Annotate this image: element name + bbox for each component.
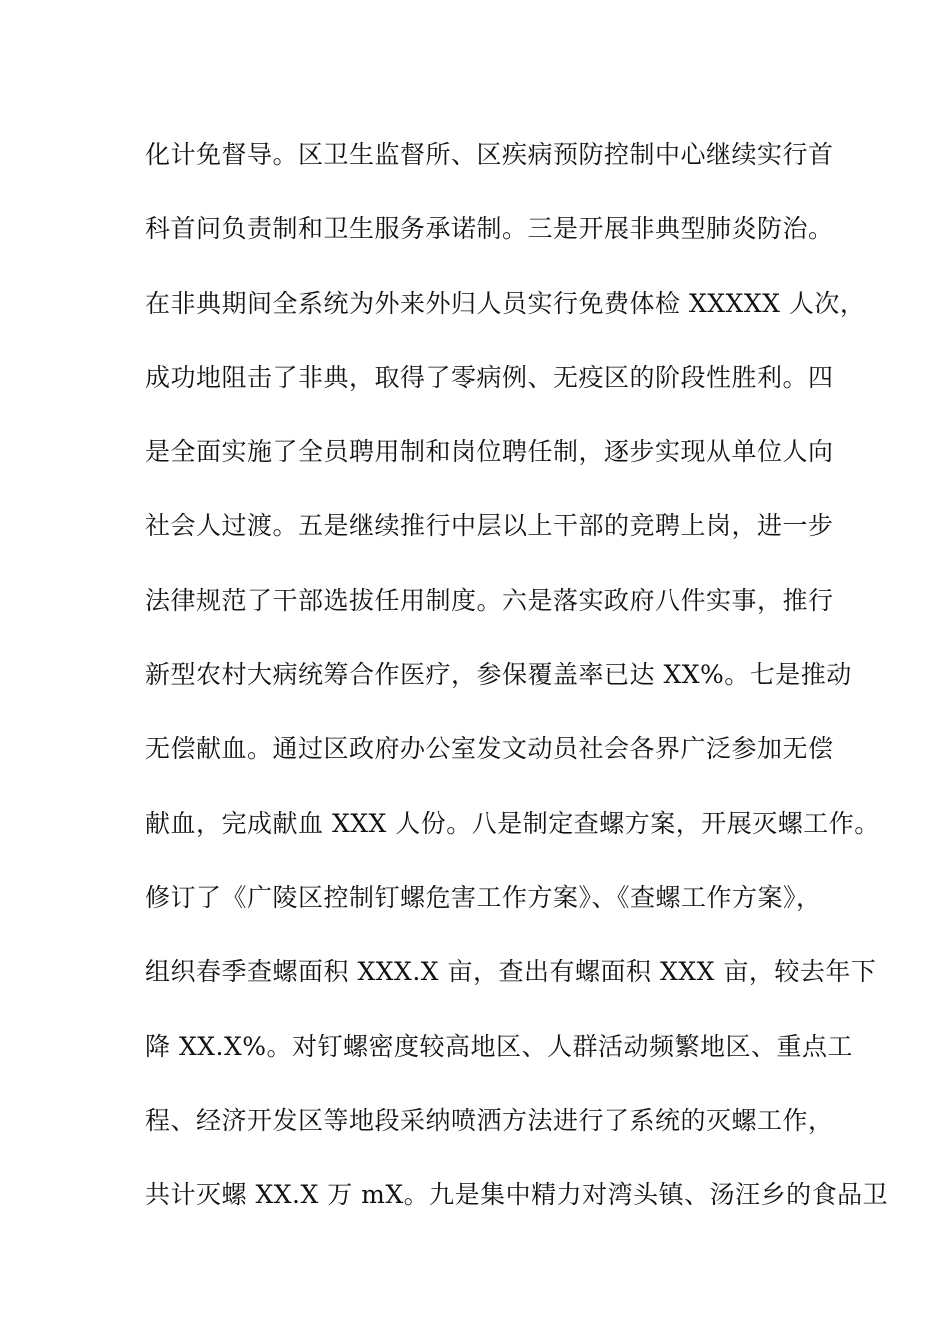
text-line: 修订了《广陵区控制钉螺危害工作方案》、《查螺工作方案》， bbox=[145, 882, 822, 912]
text-line: 社会人过渡。五是继续推行中层以上干部的竞聘上岗，进一步 bbox=[145, 511, 834, 541]
text-line: 程、经济开发区等地段采纳喷洒方法进行了系统的灭螺工作， bbox=[145, 1105, 834, 1135]
text-line: 成功地阻击了非典，取得了零病例、无疫区的阶段性胜利。四 bbox=[145, 362, 834, 392]
text-line: 科首问负责制和卫生服务承诺制。三是开展非典型肺炎防治。 bbox=[145, 214, 834, 244]
text-line: 是全面实施了全员聘用制和岗位聘任制，逐步实现从单位人向 bbox=[145, 437, 834, 467]
text-line: 无偿献血。通过区政府办公室发文动员社会各界广泛参加无偿 bbox=[145, 734, 834, 764]
text-line: 共计灭螺 XX.X 万 mX。九是集中精力对湾头镇、汤汪乡的食品卫 bbox=[145, 1180, 889, 1210]
text-line: 组织春季查螺面积 XXX.X 亩，查出有螺面积 XXX 亩，较去年下 bbox=[145, 957, 877, 987]
text-line: 新型农村大病统筹合作医疗，参保覆盖率已达 XX%。七是推动 bbox=[145, 660, 852, 690]
text-line: 在非典期间全系统为外来外归人员实行免费体检 XXXXX 人次， bbox=[145, 288, 866, 318]
text-line: 降 XX.X%。对钉螺密度较高地区、人群活动频繁地区、重点工 bbox=[145, 1031, 854, 1061]
body-text bbox=[145, 130, 889, 1244]
text-line: 法律规范了干部选拔任用制度。六是落实政府八件实事，推行 bbox=[145, 585, 834, 615]
text-line: 化计免督导。区卫生监督所、区疾病预防控制中心继续实行首 bbox=[145, 140, 834, 169]
text-line: 献血，完成献血 XXX 人份。八是制定查螺方案，开展灭螺工作。 bbox=[145, 808, 880, 838]
